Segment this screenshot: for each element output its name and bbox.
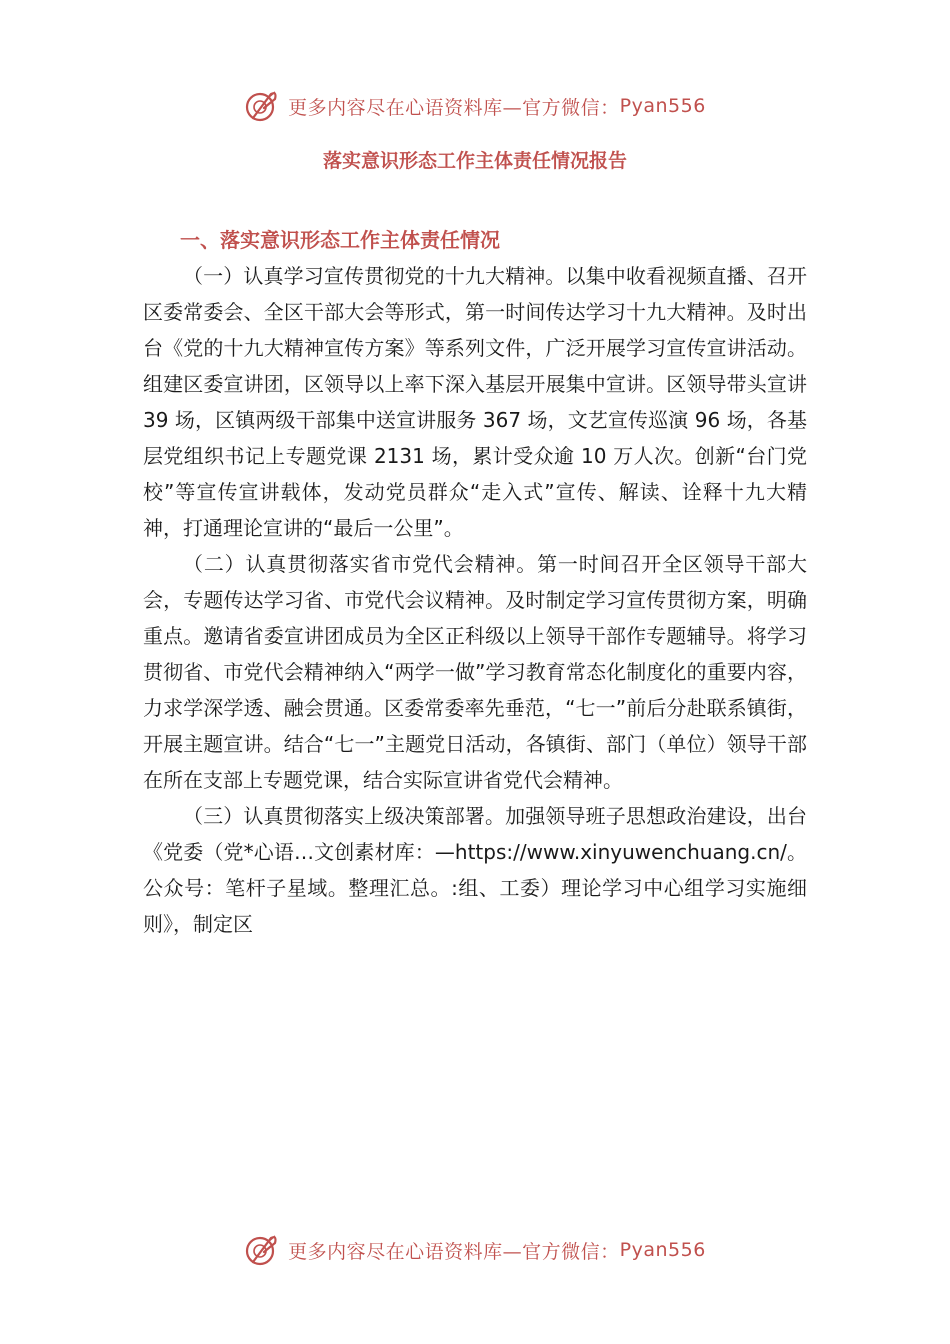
watermark-text: 更多内容尽在心语资料库—官方微信：	[288, 1240, 620, 1263]
document-body	[143, 258, 807, 942]
watermark-footer	[0, 1230, 950, 1270]
paragraph-3: （三）认真贯彻落实上级决策部署。加强领导班子思想政治建设，出台《党委（党*心语…文创素材库：—https://www.xinyuwenchuang.cn/。公众号：笔杆子星域。整理汇总。:组、工委）理论学习中心组学习实施细则》，制定区	[143, 804, 807, 936]
section-heading: 一、落实意识形态工作主体责任情况	[180, 228, 500, 252]
document-title: 落实意识形态工作主体责任情况报告	[322, 150, 627, 172]
quill-logo-icon	[244, 88, 280, 124]
wechat-id: Pyan556	[619, 95, 706, 117]
paragraph-2: （二）认真贯彻落实省市党代会精神。第一时间召开全区领导干部大会，专题传达学习省、市党代会议精神。及时制定学习宣传贯彻方案，明确重点。邀请省委宣讲团成员为全区正科级以上领导干部作专题辅导。将学习贯彻省、市党代会精神纳入“两学一做”学习教育常态化制度化的重要内容，力求学深学透、融会贯通。区委常委率先垂范，“七一”前后分赴联系镇街，开展主题宣讲。结合“七一”主题党日活动，各镇街、部门（单位）领导干部在所在支部上专题党课，结合实际宣讲省党代会精神。	[143, 552, 807, 792]
watermark-text: 更多内容尽在心语资料库—官方微信：	[288, 96, 620, 119]
quill-logo-icon	[244, 1232, 280, 1268]
watermark-header	[0, 86, 950, 126]
wechat-id: Pyan556	[619, 1239, 706, 1261]
paragraph-1: （一）认真学习宣传贯彻党的十九大精神。以集中收看视频直播、召开区委常委会、全区干部大会等形式，第一时间传达学习十九大精神。及时出台《党的十九大精神宣传方案》等系列文件，广泛开展学习宣传宣讲活动。组建区委宣讲团，区领导以上率下深入基层开展集中宣讲。区领导带头宣讲 39 场，区镇两级干部集中送宣讲服务 367 场，文艺宣传巡演 96 场，各基层党组织书记上专题党课 2131 场，累计受众逾 10 万人次。创新“台门党校”等宣传宣讲载体，发动党员群众“走入式”宣传、解读、诠释十九大精神，打通理论宣讲的“最后一公里”。	[143, 264, 807, 540]
